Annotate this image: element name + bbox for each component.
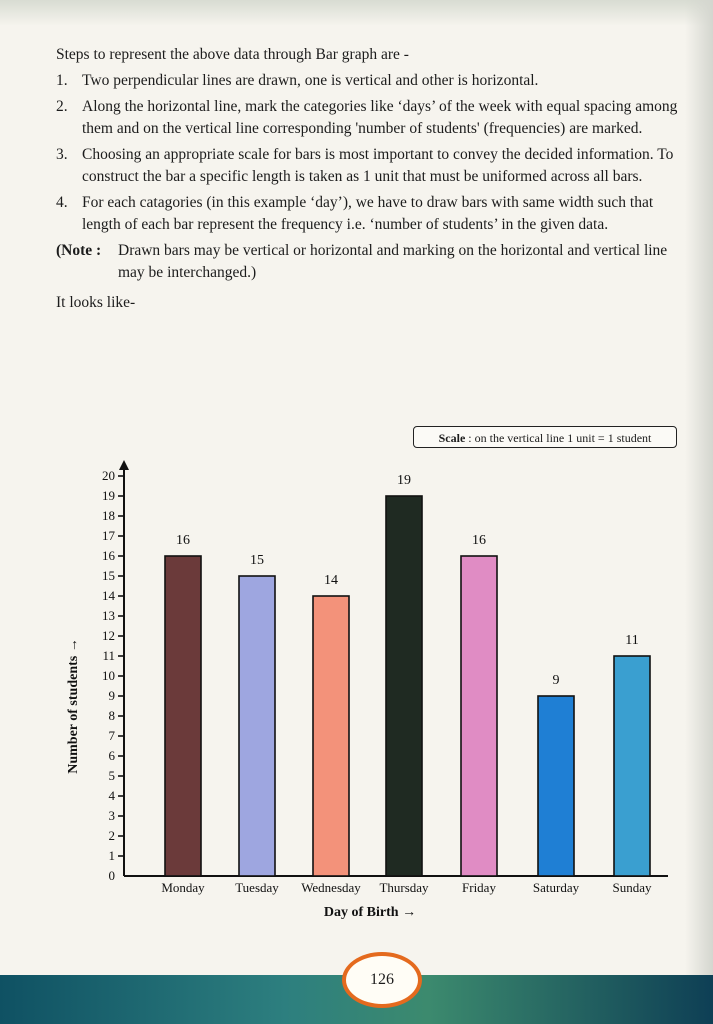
y-tick-label: 8 bbox=[108, 708, 115, 723]
y-tick-label: 0 bbox=[108, 868, 115, 883]
y-tick-label: 18 bbox=[102, 508, 115, 523]
data-label: 16 bbox=[176, 533, 190, 548]
steps-list bbox=[56, 70, 686, 236]
y-tick-label: 2 bbox=[108, 828, 115, 843]
step-text: For each catagories (in this example ‘day’), we have to draw bars with same width such that length of each bar represent the frequency i.e. ‘number of students’ in the given data. bbox=[82, 194, 654, 233]
scale-box bbox=[413, 426, 677, 448]
y-tick-label: 3 bbox=[108, 808, 115, 823]
step-item bbox=[56, 70, 686, 92]
data-label: 14 bbox=[324, 573, 338, 588]
note-label: (Note : bbox=[56, 242, 102, 259]
y-axis-arrow bbox=[119, 460, 129, 470]
text-content bbox=[56, 44, 686, 314]
step-text: Along the horizontal line, mark the categories like ‘days’ of the week with equal spacing among them and on the vertical line corresponding 'number of students' (frequencies) are marked. bbox=[82, 98, 678, 137]
y-tick-label: 20 bbox=[102, 468, 115, 483]
data-label: 9 bbox=[552, 673, 560, 688]
step-number: 2. bbox=[56, 98, 68, 115]
bar bbox=[165, 556, 201, 876]
note bbox=[56, 240, 686, 284]
looks-like-text: It looks like- bbox=[56, 294, 136, 311]
y-tick-label: 13 bbox=[102, 608, 115, 623]
data-label: 11 bbox=[625, 633, 639, 648]
bar-chart bbox=[0, 450, 713, 930]
data-label: 16 bbox=[472, 533, 486, 548]
y-tick-label: 14 bbox=[102, 588, 115, 603]
category-label: Thursday bbox=[379, 880, 429, 895]
y-tick-label: 5 bbox=[108, 768, 115, 783]
data-label: 15 bbox=[250, 553, 264, 568]
step-number: 1. bbox=[56, 72, 68, 89]
y-tick-label: 11 bbox=[102, 648, 115, 663]
bar bbox=[538, 696, 574, 876]
x-axis-label: Day of Birth → bbox=[323, 905, 417, 920]
bar bbox=[614, 656, 650, 876]
page-number: 126 bbox=[342, 952, 422, 1008]
y-tick-label: 17 bbox=[102, 528, 115, 543]
step-item bbox=[56, 192, 686, 236]
y-tick-label: 9 bbox=[108, 688, 115, 703]
bar bbox=[386, 496, 422, 876]
bar bbox=[313, 596, 349, 876]
step-item bbox=[56, 96, 686, 140]
step-item bbox=[56, 144, 686, 188]
y-tick-label: 19 bbox=[102, 488, 115, 503]
y-tick-label: 7 bbox=[108, 728, 115, 743]
category-label: Monday bbox=[161, 880, 205, 895]
y-tick-label: 4 bbox=[108, 788, 115, 803]
step-text: Choosing an appropriate scale for bars is most important to convey the decided information. To construct the bar a specific length is taken as 1 unit that must be uniformed across all bars. bbox=[82, 146, 674, 185]
y-tick-label: 15 bbox=[102, 568, 115, 583]
category-label: Wednesday bbox=[301, 880, 361, 895]
y-tick-label: 16 bbox=[102, 548, 115, 563]
y-tick-label: 6 bbox=[108, 748, 115, 763]
step-number: 3. bbox=[56, 146, 68, 163]
scale-label: Scale bbox=[438, 431, 466, 445]
bar bbox=[461, 556, 497, 876]
category-label: Sunday bbox=[612, 880, 652, 895]
y-axis-label: Number of students → bbox=[66, 638, 81, 774]
note-text: Drawn bars may be vertical or horizontal and marking on the horizontal and vertical line may be interchanged.) bbox=[118, 242, 668, 281]
y-tick-label: 1 bbox=[108, 848, 115, 863]
scale-text: : on the vertical line 1 unit = 1 student bbox=[468, 431, 652, 445]
category-label: Saturday bbox=[532, 880, 580, 895]
category-label: Friday bbox=[462, 880, 496, 895]
page-top-shade bbox=[0, 0, 713, 26]
category-label: Tuesday bbox=[235, 880, 279, 895]
intro-text: Steps to represent the above data through Bar graph are - bbox=[56, 46, 409, 63]
bar bbox=[239, 576, 275, 876]
step-number: 4. bbox=[56, 194, 68, 211]
y-tick-label: 12 bbox=[102, 628, 115, 643]
data-label: 19 bbox=[397, 473, 411, 488]
step-text: Two perpendicular lines are drawn, one is vertical and other is horizontal. bbox=[82, 72, 539, 89]
y-tick-label: 10 bbox=[102, 668, 115, 683]
